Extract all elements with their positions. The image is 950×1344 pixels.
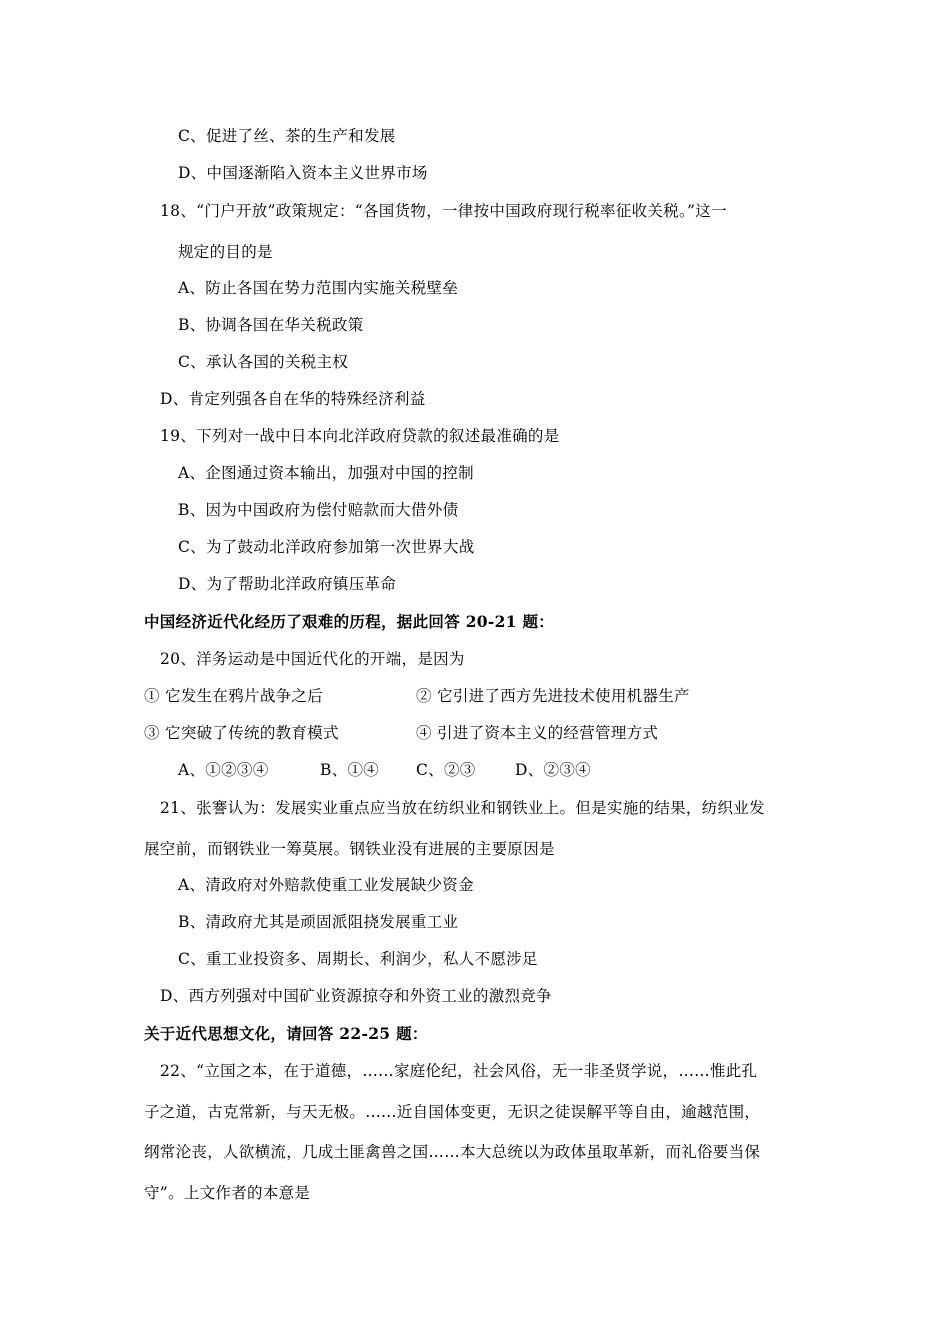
q17-option-d: D、中国逐渐陷入资本主义世界市场	[178, 164, 428, 182]
q19-stem: 19、下列对一战中日本向北洋政府贷款的叙述最准确的是	[160, 427, 560, 445]
q19-option-c: C、为了鼓动北洋政府参加第一次世界大战	[178, 538, 475, 556]
q20-item-4: ④ 引进了资本主义的经营管理方式	[416, 724, 659, 742]
section-heading-economy: 中国经济近代化经历了艰难的历程，据此回答 20-21 题：	[144, 612, 555, 631]
q20-item-3: ③ 它突破了传统的教育模式	[144, 724, 339, 742]
q19-option-a: A、企图通过资本输出，加强对中国的控制	[178, 464, 474, 482]
q20-stem: 20、洋务运动是中国近代化的开端，是因为	[160, 650, 465, 668]
q18-option-c: C、承认各国的关税主权	[178, 353, 349, 371]
q18-option-d: D、肯定列强各自在华的特殊经济利益	[160, 390, 426, 408]
q21-option-b: B、清政府尤其是顽固派阻挠发展重工业	[178, 913, 459, 931]
q17-option-c: C、促进了丝、茶的生产和发展	[178, 127, 396, 145]
q20-item-2: ② 它引进了西方先进技术使用机器生产	[416, 687, 690, 705]
q18-stem-line1: 18、“门户开放”政策规定：“各国货物，一律按中国政府现行税率征收关税。”这一	[160, 202, 727, 220]
q21-stem-line2: 展空前，而钢铁业一筹莫展。钢铁业没有进展的主要原因是	[144, 840, 555, 858]
q18-option-b: B、协调各国在华关税政策	[178, 316, 364, 334]
q18-stem-line2: 规定的目的是	[178, 243, 273, 261]
q21-option-c: C、重工业投资多、周期长、利润少，私人不愿涉足	[178, 950, 538, 968]
q20-option-a: A、①②③④	[178, 761, 269, 779]
q20-item-1: ① 它发生在鸦片战争之后	[144, 687, 324, 705]
q22-stem-line3: 纲常沦丧，人欲横流，几成土匪禽兽之国……本大总统以为政体虽取革新，而礼俗要当保	[144, 1143, 761, 1161]
q20-option-c: C、②③	[416, 761, 476, 779]
q19-option-d: D、为了帮助北洋政府镇压革命	[178, 575, 397, 593]
q22-stem-line4: 守”。上文作者的本意是	[144, 1184, 311, 1202]
q18-option-a: A、防止各国在势力范围内实施关税壁垒	[178, 279, 459, 297]
q20-option-b: B、①④	[320, 761, 380, 779]
q21-option-d: D、西方列强对中国矿业资源掠夺和外资工业的激烈竞争	[160, 987, 552, 1005]
q20-option-d: D、②③④	[515, 761, 591, 779]
q21-option-a: A、清政府对外赔款使重工业发展缺少资金	[178, 876, 474, 894]
q19-option-b: B、因为中国政府为偿付赔款而大借外债	[178, 501, 459, 519]
q22-stem-line2: 子之道，古克常新，与天无极。……近自国体变更，无识之徒误解平等自由，逾越范围，	[144, 1103, 761, 1121]
section-heading-thought-culture: 关于近代思想文化，请回答 22-25 题：	[144, 1024, 428, 1043]
q21-stem-line1: 21、张謇认为：发展实业重点应当放在纺织业和钢铁业上。但是实施的结果，纺织业发	[160, 799, 765, 817]
q22-stem-line1: 22、“立国之本，在于道德，……家庭伦纪，社会风俗，无一非圣贤学说，……惟此孔	[160, 1062, 758, 1080]
